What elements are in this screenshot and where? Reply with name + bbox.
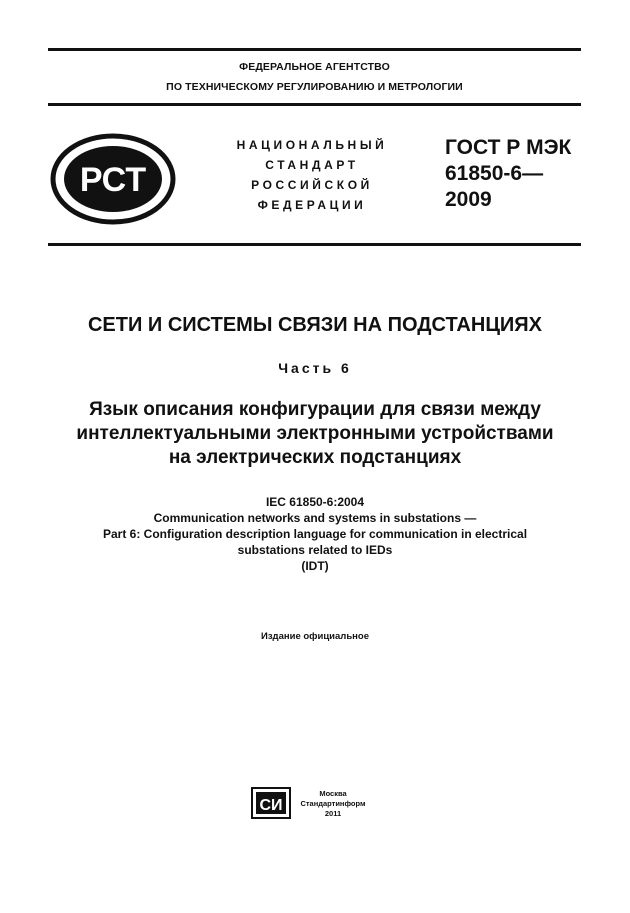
national-standard-line-3: РОССИЙСКОЙ <box>251 178 373 192</box>
national-standard-line-1: НАЦИОНАЛЬНЫЙ <box>236 138 388 152</box>
edition-label: Издание официальное <box>261 631 369 642</box>
iec-title-line-1: Communication networks and systems in substations — <box>153 511 477 525</box>
header-rule <box>48 103 581 106</box>
iec-designation: IEC 61850-6:2004 <box>265 495 365 509</box>
designation-line-3: 2009 <box>445 188 492 211</box>
standartinform-logo-text: СИ <box>259 797 283 814</box>
designation-line-1: ГОСТ Р МЭК <box>445 136 572 159</box>
designation-line-2: 61850-6— <box>445 162 544 185</box>
iec-idt: (IDT) <box>301 559 329 573</box>
iec-title-line-2: Part 6: Configuration description language for communication in electrical <box>102 527 528 541</box>
national-standard-line-2: СТАНДАРТ <box>265 158 359 172</box>
national-standard-line-4: ФЕДЕРАЦИИ <box>257 198 367 212</box>
lower-rule <box>48 243 581 246</box>
top-rule <box>48 48 581 51</box>
rst-logo-text: РСТ <box>79 161 147 199</box>
agency-line-2: ПО ТЕХНИЧЕСКОМУ РЕГУЛИРОВАНИЮ И МЕТРОЛОГИИ <box>166 81 463 93</box>
standartinform-logo <box>251 787 291 819</box>
iec-title-line-3: substations related to IEDs <box>237 543 393 557</box>
subtitle-line-3: на электрических подстанциях <box>168 447 462 468</box>
agency-line-1: ФЕДЕРАЛЬНОЕ АГЕНТСТВО <box>239 61 390 73</box>
publisher-name: Стандартинформ <box>300 799 366 808</box>
document-title: СЕТИ И СИСТЕМЫ СВЯЗИ НА ПОДСТАНЦИЯХ <box>87 314 543 336</box>
publisher-year: 2011 <box>324 809 342 818</box>
subtitle-line-1: Язык описания конфигурации для связи между <box>89 399 541 420</box>
part-number: Часть 6 <box>278 360 352 376</box>
publisher-city: Москва <box>319 789 347 798</box>
rst-logo <box>50 133 176 225</box>
subtitle-line-2: интеллектуальными электронными устройствами <box>76 423 554 444</box>
